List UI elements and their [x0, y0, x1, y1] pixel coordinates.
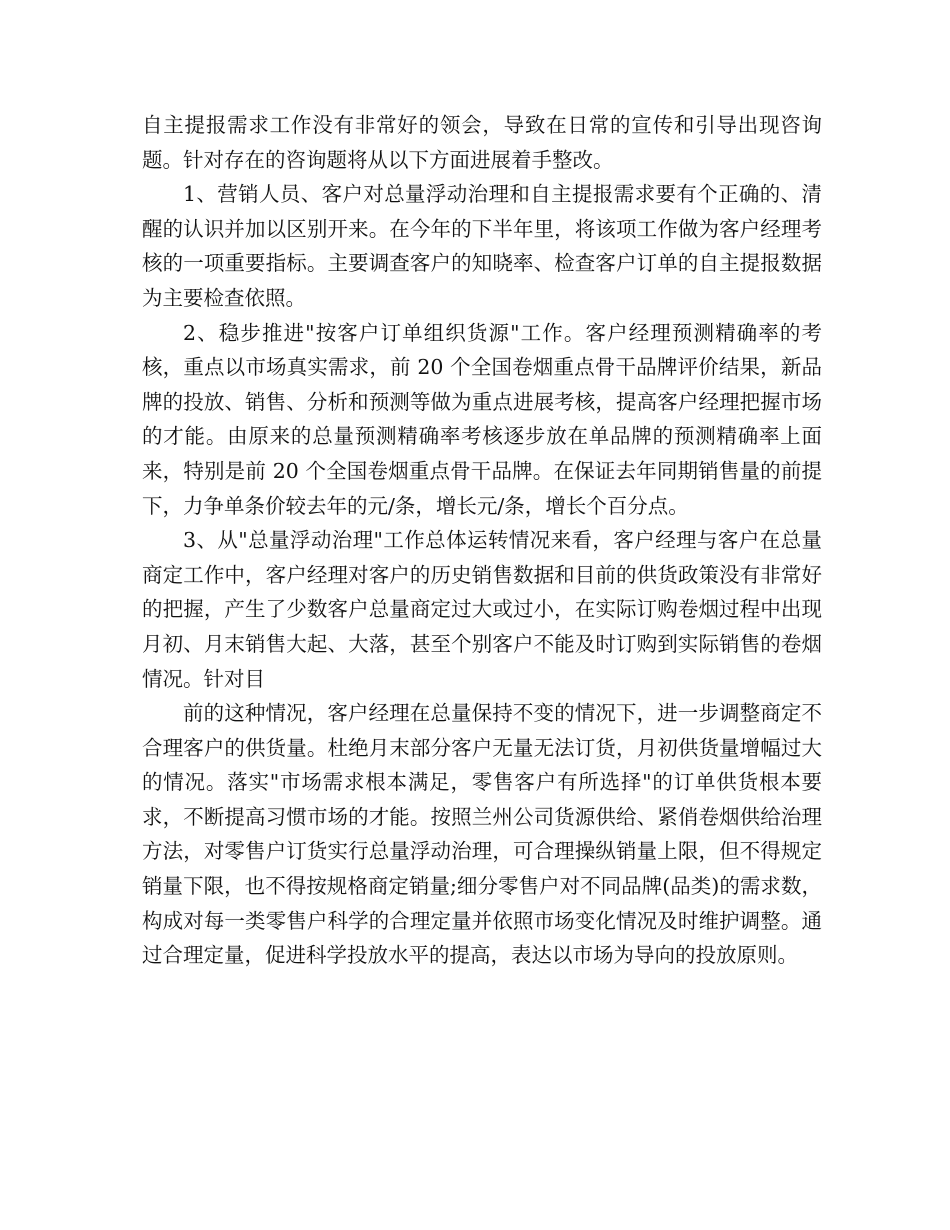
- paragraph-item-1: 1、营销人员、客户对总量浮动治理和自主提报需求要有个正确的、清醒的认识并加以区别开来。在今年的下半年里，将该项工作做为客户经理考核的一项重要指标。主要调查客户的知晓率、检查客户订单的自主提报数据为主要检查依照。: [142, 182, 822, 310]
- document-body: [142, 108, 822, 973]
- paragraph-continuation: 前的这种情况，客户经理在总量保持不变的情况下，进一步调整商定不合理客户的供货量。杜绝月末部分客户无量无法订货，月初供货量增幅过大的情况。落实"市场需求根本满足，零售客户有所选择"的订单供货根本要求，不断提高习惯市场的才能。按照兰州公司货源供给、紧俏卷烟供给治理方法，对零售户订货实行总量浮动治理，可合理操纵销量上限，但不得规定销量下限，也不得按规格商定销量;细分零售户对不同品牌(品类)的需求数，构成对每一类零售户科学的合理定量并依照市场变化情况及时维护调整。通过合理定量，促进科学投放水平的提高，表达以市场为导向的投放原则。: [142, 701, 822, 968]
- paragraph-intro: 自主提报需求工作没有非常好的领会，导致在日常的宣传和引导出现咨询题。针对存在的咨询题将从以下方面进展着手整改。: [142, 113, 822, 172]
- paragraph-item-3: 3、从"总量浮动治理"工作总体运转情况来看，客户经理与客户在总量商定工作中，客户经理对客户的历史销售数据和目前的供货政策没有非常好的把握，产生了少数客户总量商定过大或过小，在实际订购卷烟过程中出现月初、月末销售大起、大落，甚至个别客户不能及时订购到实际销售的卷烟情况。针对目: [142, 528, 822, 691]
- paragraph-item-2: 2、稳步推进"按客户订单组织货源"工作。客户经理预测精确率的考核，重点以市场真实需求，前 20 个全国卷烟重点骨干品牌评价结果，新品牌的投放、销售、分析和预测等做为重点进展考核，提高客户经理把握市场的才能。由原来的总量预测精确率考核逐步放在单品牌的预测精确率上面来，特别是前 20 个全国卷烟重点骨干品牌。在保证去年同期销售量的前提下，力争单条价较去年的元/条，增长元/条，增长个百分点。: [142, 320, 822, 518]
